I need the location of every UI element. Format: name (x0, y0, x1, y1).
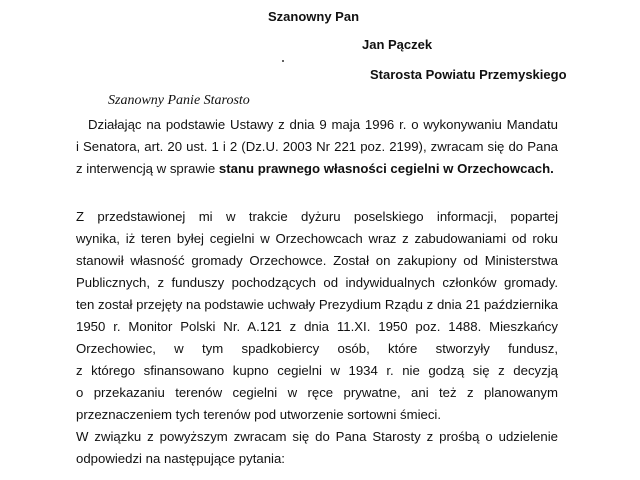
paragraph-2-line: o przekazaniu terenów cegielni w ręce prywatne, ani też z planowanym (76, 385, 558, 400)
paragraph-1-line: i Senatora, art. 20 ust. 1 i 2 (Dz.U. 2003 Nr 221 poz. 2199), zwracam się do Pana (76, 139, 558, 154)
paragraph-2-line: Orzechowiec, w tym spadkobiercy osób, które stworzyły fundusz, (76, 341, 558, 356)
address-title: Starosta Powiatu Przemyskiego (370, 67, 567, 82)
paragraph-1-emphasis: stanu prawnego własności cegielni w Orzechowcach. (218, 161, 554, 176)
address-salutation: Szanowny Pan (268, 9, 360, 24)
paragraph-2-line: wynika, iż teren byłej cegielni w Orzechowcach wraz z zabudowaniami od roku (76, 231, 558, 246)
paragraph-1-line (76, 158, 558, 180)
paragraph-3-line: W związku z powyższym zwracam się do Pana Starosty z prośbą o udzielenie (76, 429, 558, 444)
paragraph-2-line: 1950 r. Monitor Polski Nr. A.121 z dnia 11.XI. 1950 poz. 1488. Mieszkańcy (76, 319, 558, 334)
paragraph-1-line: Działając na podstawie Ustawy z dnia 9 maja 1996 r. o wykonywaniu Mandatu (88, 117, 558, 132)
paragraph-2 (76, 206, 558, 426)
paragraph-1 (76, 114, 558, 180)
greeting: Szanowny Panie Starosto (108, 93, 250, 108)
paragraph-1-text: z interwencją w sprawie (76, 161, 219, 176)
address-name: Jan Pączek (362, 37, 433, 52)
paragraph-2-line: stanowił własność gromady Orzechowce. Został on zakupiony od Ministerstwa (76, 253, 558, 268)
paragraph-2-line: przeznaczeniem tych terenów pod utworzenie sortowni śmieci. (76, 407, 442, 422)
paragraph-2-line: Publicznych, z funduszy pochodzących od indywidualnych członków gromady. (76, 275, 558, 290)
scan-speck (282, 60, 284, 62)
paragraph-3 (76, 426, 558, 470)
paragraph-3-line: odpowiedzi na następujące pytania: (76, 451, 285, 466)
paragraph-2-line: Z przedstawionej mi w trakcie dyżuru poselskiego informacji, popartej (76, 209, 558, 224)
paragraph-2-line: z którego sfinansowano kupno cegielni w 1934 r. nie godzą się z decyzją (76, 363, 558, 378)
paragraph-2-line: ten został przejęty na podstawie uchwały Prezydium Rządu z dnia 21 października (76, 297, 558, 312)
